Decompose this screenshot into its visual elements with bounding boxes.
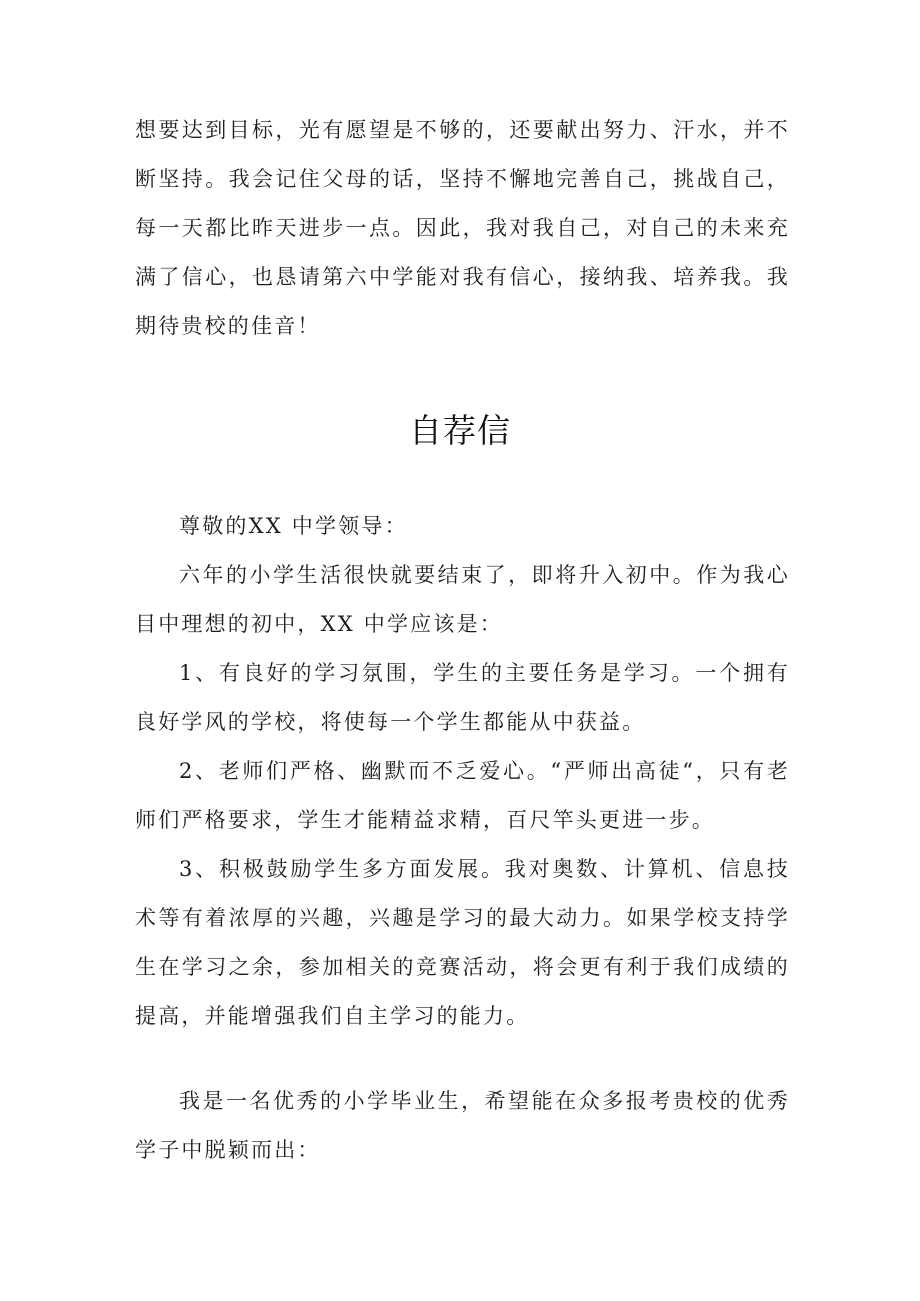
paragraph: 2、老师们严格、幽默而不乏爱心。“严师出高徒“，只有老师们严格要求，学生才能精益求精，百尺竿头更进一步。 (135, 759, 790, 832)
closing-paragraph: 我是一名优秀的小学毕业生，希望能在众多报考贵校的优秀学子中脱颖而出： (135, 1089, 790, 1162)
letter-title: 自荐信 (409, 411, 511, 450)
previous-letter-ending (135, 106, 790, 351)
paragraph: 3、积极鼓励学生多方面发展。我对奥数、计算机、信息技术等有着浓厚的兴趣，兴趣是学习的最大动力。如果学校支持学生在学习之余，参加相关的竞赛活动，将会更有利于我们成绩的提高，并能增强我们自主学习的能力。 (135, 857, 790, 1028)
closing-section (135, 1077, 790, 1175)
salutation: 尊敬的XX 中学领导： (179, 514, 408, 538)
paragraph: 六年的小学生活很快就要结束了，即将升入初中。作为我心目中理想的初中，XX 中学应该是： (135, 563, 790, 636)
letter-body (135, 502, 790, 1041)
paragraph-continuation: 想要达到目标，光有愿望是不够的，还要献出努力、汗水，并不断坚持。我会记住父母的话，坚持不懈地完善自己，挑战自己，每一天都比昨天进步一点。因此，我对我自己，对自己的未来充满了信心，也恳请第六中学能对我有信心，接纳我、培养我。我期待贵校的佳音！ (135, 118, 790, 338)
paragraph: 1、有良好的学习氛围，学生的主要任务是学习。一个拥有良好学风的学校，将使每一个学生都能从中获益。 (135, 661, 790, 734)
